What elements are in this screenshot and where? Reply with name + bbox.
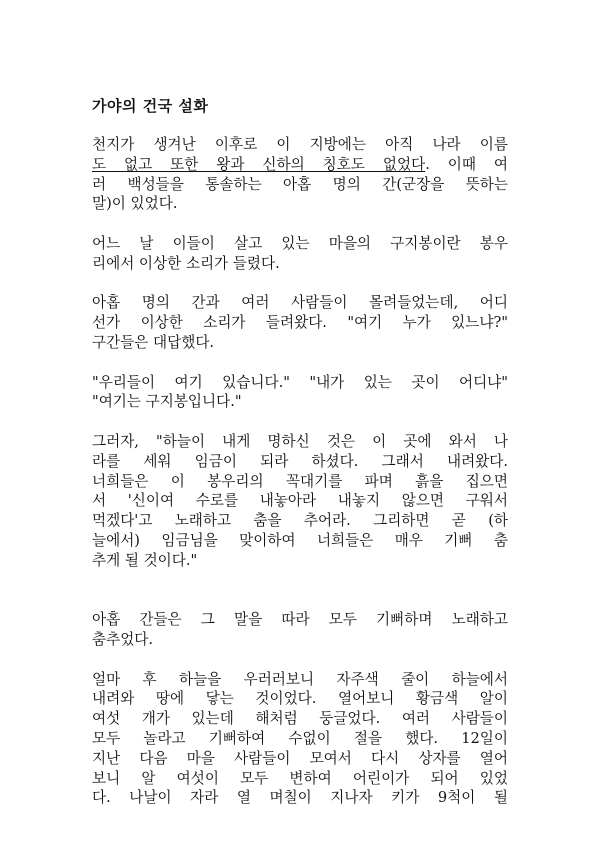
paragraph-line: 다. 나날이 자라 열 며칠이 지나자 키가 9척이 될 <box>92 789 508 807</box>
paragraph-line: 추게 될 것이다." <box>92 551 198 569</box>
paragraph-text: . 이때 여 <box>425 155 508 173</box>
paragraph-line: 얼마 후 하늘을 우러러보니 자주색 줄이 하늘에서 <box>92 670 508 688</box>
paragraph-line: 리에서 이상한 소리가 들렸다. <box>92 254 280 272</box>
paragraph-line: 내려와 땅에 닿는 것이었다. 열어보니 황금색 알이 <box>92 690 508 708</box>
paragraph-line: 그러자, "하늘이 내게 명하신 것은 이 곳에 와서 나 <box>92 432 508 450</box>
paragraph-line: 러 백성들을 통솔하는 아홉 명의 간(군장을 뜻하는 <box>92 175 508 193</box>
paragraph-7 <box>92 670 508 809</box>
paragraph-4 <box>92 373 508 413</box>
paragraph-1 <box>92 135 508 214</box>
paragraph-line: 천지가 생겨난 이후로 이 지방에는 아직 나라 이름 <box>92 136 508 153</box>
paragraph-6 <box>92 610 508 650</box>
paragraph-line: 어느 날 이들이 살고 있는 마을의 구지봉이란 봉우 <box>92 234 508 252</box>
paragraph-5 <box>92 432 508 571</box>
paragraph-line: 늘에서) 임금님을 맞이하여 너희들은 매우 기뻐 춤 <box>92 531 508 549</box>
paragraph-line: 보니 알 여섯이 모두 변하여 어린이가 되어 있었 <box>92 769 508 787</box>
paragraph-line: 춤추었다. <box>92 630 154 648</box>
paragraph-line: 서 '신이여 수로를 내놓아라 내놓지 않으면 구워서 <box>92 492 508 510</box>
paragraph-line <box>92 155 508 175</box>
document-page <box>92 96 508 808</box>
paragraph-line: 아홉 간들은 그 말을 따라 모두 기뻐하며 노래하고 <box>92 611 508 629</box>
document-title: 가야의 건국 설화 <box>92 97 209 115</box>
paragraph-line: 선가 이상한 소리가 들려왔다. "여기 누가 있느냐?" <box>92 314 508 332</box>
paragraph-line: 지난 다음 마을 사람들이 모여서 다시 상자를 열어 <box>92 749 508 767</box>
paragraph-2 <box>92 234 508 274</box>
paragraph-line: 너희들은 이 봉우리의 꼭대기를 파며 흙을 집으면 <box>92 472 508 490</box>
paragraph-line: 모두 놀라고 기뻐하여 수없이 절을 했다. 12일이 <box>92 729 508 747</box>
paragraph-line: 구간들은 대답했다. <box>92 333 215 351</box>
paragraph-line: 여섯 개가 있는데 해처럼 둥글었다. 여러 사람들이 <box>92 710 508 728</box>
paragraph-line: 라를 세워 임금이 되라 하셨다. 그래서 내려왔다. <box>92 452 508 470</box>
paragraph-line: 말)이 있었다. <box>92 195 178 213</box>
paragraph-line: 아홉 명의 간과 여러 사람들이 몰려들었는데, 어디 <box>92 294 508 312</box>
paragraph-line: "우리들이 여기 있습니다." "내가 있는 곳이 어디냐" <box>92 373 508 391</box>
paragraph-line: 먹겠다'고 노래하고 춤을 추어라. 그리하면 곧 (하 <box>92 512 508 530</box>
paragraph-3 <box>92 293 508 352</box>
paragraph-line: "여기는 구지봉입니다." <box>92 393 242 411</box>
underlined-text: 도 없고 또한 왕과 신하의 칭호도 없었다 <box>92 155 426 173</box>
